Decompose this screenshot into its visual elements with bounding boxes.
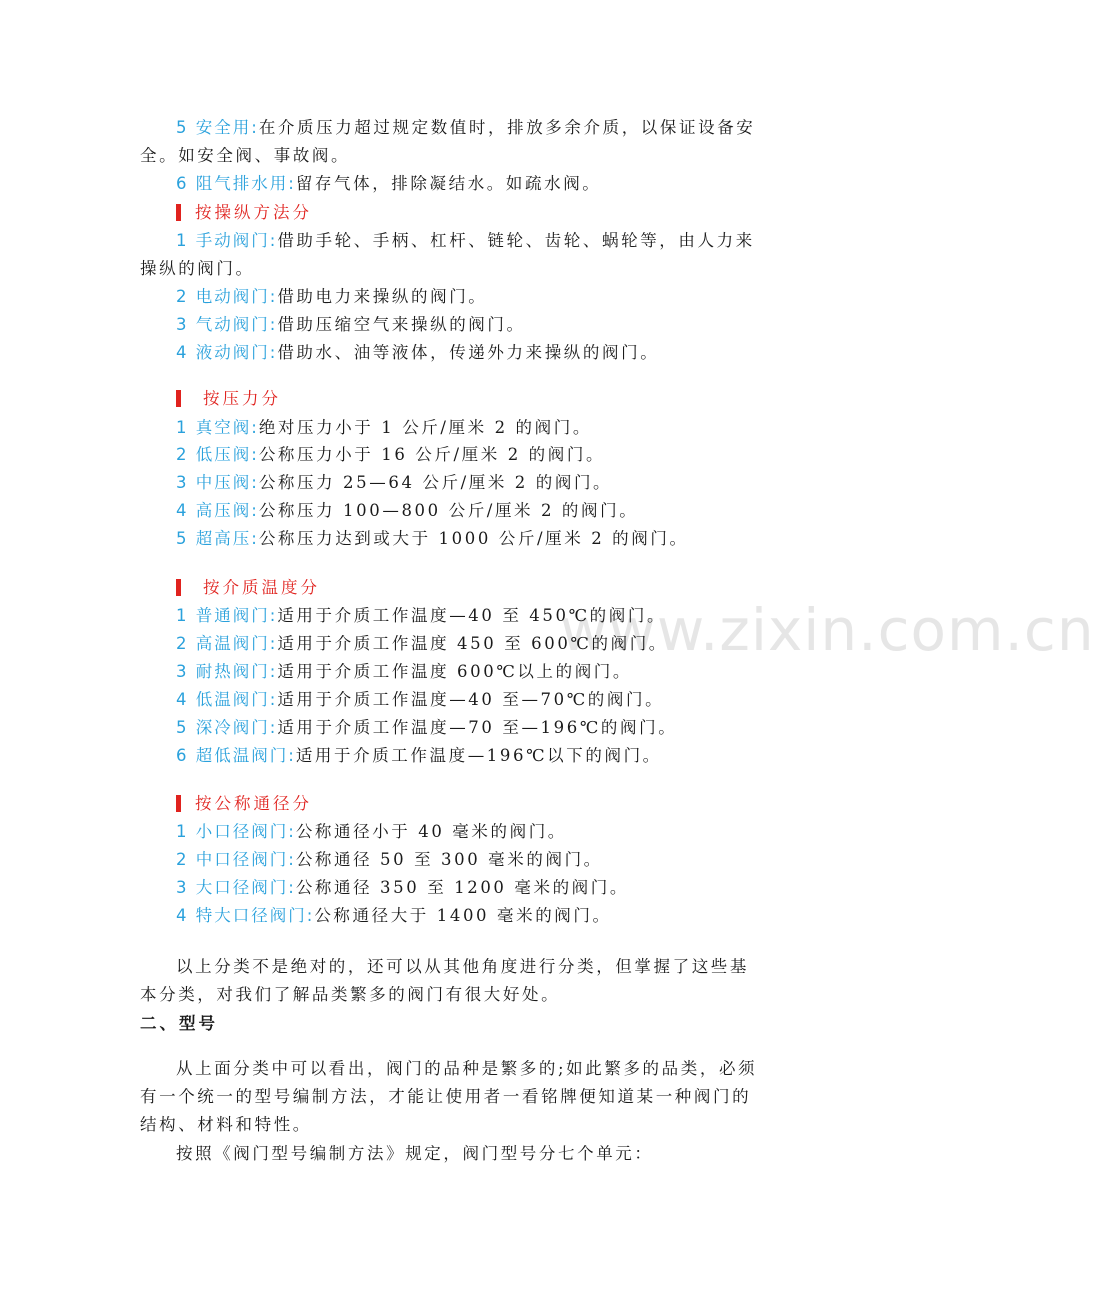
item-label: 3 耐热阀门: — [176, 662, 278, 681]
pressure-item-1 — [176, 414, 780, 442]
temperature-item-5 — [176, 714, 780, 742]
item-text: 公称通径 350 至 1200 毫米的阀门。 — [295, 878, 629, 897]
summary-line-1: 以上分类不是绝对的，还可以从其他角度进行分类，但掌握了这些基 — [176, 957, 749, 976]
item-label: 4 高压阀: — [176, 501, 259, 520]
paragraph-line: 结构、材料和特性。 — [140, 1115, 312, 1134]
item-text: 适用于介质工作温度—40 至—70℃的阀门。 — [277, 690, 665, 709]
item-label: 3 气动阀门: — [176, 315, 278, 334]
pressure-item-3 — [176, 469, 780, 497]
item-text: 适用于介质工作温度—196℃以下的阀门。 — [295, 746, 662, 765]
heading-bar-icon — [176, 579, 181, 596]
item-label: 1 普通阀门: — [176, 606, 278, 625]
heading-bar-icon — [176, 795, 181, 812]
item-text: 公称压力小于 16 公斤/厘米 2 的阀门。 — [258, 445, 606, 464]
item-text: 公称压力 25—64 公斤/厘米 2 的阀门。 — [258, 473, 613, 492]
temperature-item-1 — [176, 602, 780, 630]
operation-item-4 — [176, 339, 780, 367]
item-text: 适用于介质工作温度—40 至 450℃的阀门。 — [277, 606, 667, 625]
item-text: 适用于介质工作温度 600℃以上的阀门。 — [277, 662, 633, 681]
item-label: 1 小口径阀门: — [176, 822, 296, 841]
pressure-item-2 — [176, 441, 780, 469]
temperature-item-4 — [176, 686, 780, 714]
item-label: 2 低压阀: — [176, 445, 259, 464]
operation-item-2 — [176, 283, 780, 311]
item-label: 4 特大口径阀门: — [176, 906, 315, 925]
operation-item-3 — [176, 311, 780, 339]
watermark: www.zixin.com.cn — [560, 596, 1095, 664]
heading-text: 按公称通径分 — [195, 794, 312, 813]
item-label: 5 超高压: — [176, 529, 259, 548]
item-label: 2 高温阀门: — [176, 634, 278, 653]
temperature-item-6 — [176, 742, 780, 770]
item-label: 6 超低温阀门: — [176, 746, 296, 765]
item-text: 适用于介质工作温度 450 至 600℃的阀门。 — [277, 634, 668, 653]
pressure-item-4 — [176, 497, 780, 525]
summary-line-2: 本分类，对我们了解品类繁多的阀门有很大好处。 — [140, 985, 561, 1004]
item-label: 4 低温阀门: — [176, 690, 278, 709]
item-label: 1 手动阀门: — [176, 231, 278, 250]
item-text: 公称通径大于 1400 毫米的阀门。 — [314, 906, 612, 925]
item-label: 4 液动阀门: — [176, 343, 278, 362]
heading-diameter — [176, 790, 780, 818]
item-text: 借助电力来操纵的阀门。 — [277, 287, 488, 306]
item-text: 借助压缩空气来操纵的阀门。 — [277, 315, 526, 334]
item-text: 借助水、油等液体，传递外力来操纵的阀门。 — [277, 343, 660, 362]
paragraph-line: 有一个统一的型号编制方法，才能让使用者一看铭牌便知道某一种阀门的 — [140, 1087, 752, 1106]
item-label: 5 深冷阀门: — [176, 718, 278, 737]
diameter-item-2 — [176, 846, 780, 874]
usage-item-5-cont: 全。如安全阀、事故阀。 — [140, 146, 351, 165]
diameter-item-3 — [176, 874, 780, 902]
usage-item-6 — [176, 170, 780, 198]
operation-item-1-cont: 操纵的阀门。 — [140, 259, 255, 278]
item-text: 公称压力 100—800 公斤/厘米 2 的阀门。 — [258, 501, 639, 520]
heading-operation — [176, 199, 780, 227]
temperature-item-2 — [176, 630, 780, 658]
item-label: 5 安全用: — [176, 118, 259, 137]
item-text: 公称通径 50 至 300 毫米的阀门。 — [295, 850, 603, 869]
item-label: 6 阻气排水用: — [176, 174, 296, 193]
heading-pressure — [176, 385, 780, 413]
heading-text: 按压力分 — [203, 389, 281, 408]
item-text: 留存气体，排除凝结水。如疏水阀。 — [295, 174, 602, 193]
item-label: 2 电动阀门: — [176, 287, 278, 306]
temperature-item-3 — [176, 658, 780, 686]
diameter-item-1 — [176, 818, 780, 846]
heading-bar-icon — [176, 204, 181, 221]
item-text: 在介质压力超过规定数值时，排放多余介质，以保证设备安 — [258, 118, 756, 137]
diameter-item-4 — [176, 902, 780, 930]
item-label: 1 真空阀: — [176, 418, 259, 437]
section-title: 二、型号 — [140, 1014, 218, 1033]
item-text: 公称通径小于 40 毫米的阀门。 — [295, 822, 567, 841]
item-text: 借助手轮、手柄、杠杆、链轮、齿轮、蜗轮等，由人力来 — [277, 231, 755, 250]
item-label: 3 中压阀: — [176, 473, 259, 492]
pressure-item-5 — [176, 525, 780, 553]
item-label: 3 大口径阀门: — [176, 878, 296, 897]
heading-text: 按操纵方法分 — [195, 203, 312, 222]
paragraph-line: 从上面分类中可以看出，阀门的品种是繁多的;如此繁多的品类，必须 — [176, 1059, 758, 1078]
usage-item-5 — [176, 114, 780, 142]
item-label: 2 中口径阀门: — [176, 850, 296, 869]
heading-bar-icon — [176, 390, 181, 407]
operation-item-1 — [176, 227, 780, 255]
heading-temperature — [176, 574, 780, 602]
item-text: 公称压力达到或大于 1000 公斤/厘米 2 的阀门。 — [258, 529, 689, 548]
paragraph-line: 按照《阀门型号编制方法》规定，阀门型号分七个单元： — [176, 1144, 654, 1163]
item-text: 绝对压力小于 1 公斤/厘米 2 的阀门。 — [258, 418, 592, 437]
heading-text: 按介质温度分 — [203, 578, 320, 597]
item-text: 适用于介质工作温度—70 至—196℃的阀门。 — [277, 718, 678, 737]
